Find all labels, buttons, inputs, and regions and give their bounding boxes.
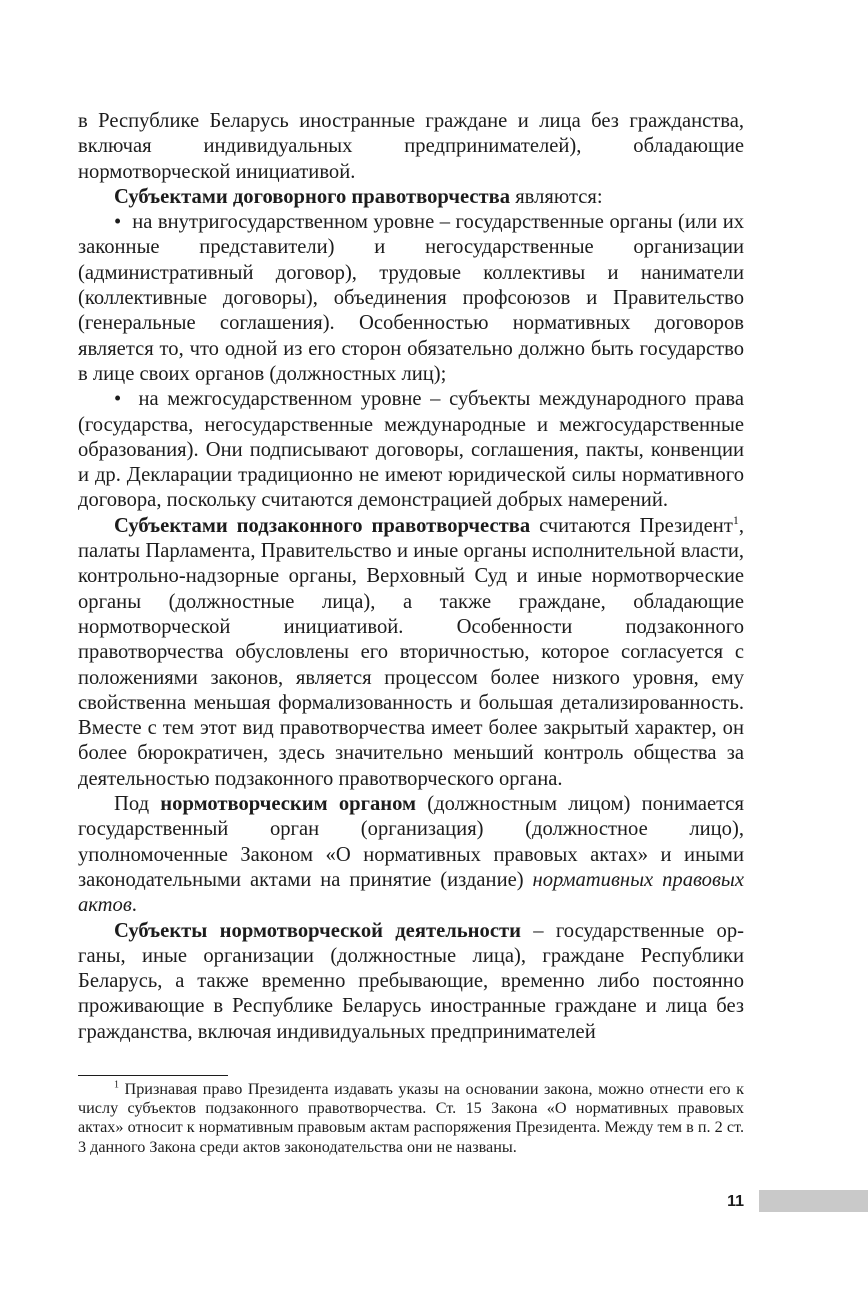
bullet-item-domestic: • на внутригосударственном уровне – государственные органы (или их законные представители) и негосударственные организации (административный договор), трудовые коллективы и наниматели (коллективные договоры), объединения профсоюзов и Правительство (генеральные соглашения). Особенностью нормативных договоров является то, что одной из его сторон обязательно должно быть государство в лице своих органов (должностных лиц); bbox=[78, 211, 745, 385]
paragraph-continuation: в Республике Беларусь иностранные граждане и лица без гражданства, включая индивидуальных предпринимателей), обладающие нормотворческой инициативой. bbox=[78, 110, 744, 183]
paragraph-norm-body: Под нормотворческим органом (должностным лицом) понимается государственный орган (организация) (должностное лицо), уполномоченные Законом «О нормативных правовых актах» и иными законодательными актами на принятие (издание) нормативных правовых актов. bbox=[78, 793, 745, 917]
term-subordinate-lawmaking: Субъектами подзаконного правотворчества bbox=[114, 514, 531, 537]
body-text bbox=[78, 109, 744, 1045]
footnote-text: Признавая право Президента издавать указы на основании закона, можно отнести его к числу субъектов подзаконного правотворчества. Ст. 15 Закона «О нормативных правовых актах» относит к нормативным правовым актам распоряжения Президента. Между тем в п. 2 ст. 3 данного Закона среди актов законодательства они не названы. bbox=[78, 1080, 744, 1156]
paragraph-norm-activity-subjects: Субъекты нормотворческой деятельности – государственные органы, иные организации (должностные лица), граждане Республики Беларусь, а также временно пребывающие, временно либо постоянно проживающие в Республике Беларусь иностранные граждане и лица без гражданства, включая индивидуальных предпринимателей bbox=[78, 919, 744, 1043]
term-normative-acts: нормативных правовых актов bbox=[78, 868, 745, 917]
bullet-item-interstate: • на межгосударственном уровне – субъекты международного права (государства, негосударственные международные и межгосударственные образования). Они подписывают договоры, соглашения, пакты, конвенции и др. Декларации традиционно не имеют юридической силы нормативного договора, поскольку считаются демонстрацией добрых намерений. bbox=[78, 388, 744, 512]
page-number: 11 bbox=[727, 1193, 744, 1210]
paragraph-contract-subjects: Субъектами договорного правотворчества являются: bbox=[114, 185, 603, 208]
page-number-bar bbox=[759, 1190, 868, 1212]
term-norm-activity-subjects: Субъекты нормотворческой деятельности bbox=[114, 919, 521, 942]
footnote bbox=[78, 1080, 744, 1157]
paragraph-subordinate-subjects: Субъектами подзаконного правотворчества считаются Президент$^1$, палаты Парламента, Правительство и иные органы исполнительной власти, контрольно-надзорные органы, Верховный Суд и иные нормотворческие органы (должностные лица), а также граждане, обладающие нормотворческой инициативой. Особенности подзаконного правотворчества обусловлены его вторичностью, которое согласуется с положениями законов, является процессом более низкого уровня, ему свойственна меньшая формализованность и большая детализированность. Вместе с тем этот вид правотворчества имеет более закрытый характер, он более бюрократичен, здесь значительно меньший контроль общества за деятельностью подзаконного правотворческого органа. bbox=[78, 512, 744, 790]
bullet-icon: • bbox=[114, 211, 122, 234]
footnote-mark: 1 bbox=[114, 1079, 119, 1091]
footnote-reference[interactable]: 1 bbox=[732, 512, 739, 527]
bullet-icon: • bbox=[114, 388, 122, 411]
term-norm-body: нормотворческим органом bbox=[160, 793, 417, 816]
term-contract-lawmaking: Субъектами договорного правотворчества bbox=[114, 185, 511, 208]
footnote-divider bbox=[78, 1075, 228, 1076]
